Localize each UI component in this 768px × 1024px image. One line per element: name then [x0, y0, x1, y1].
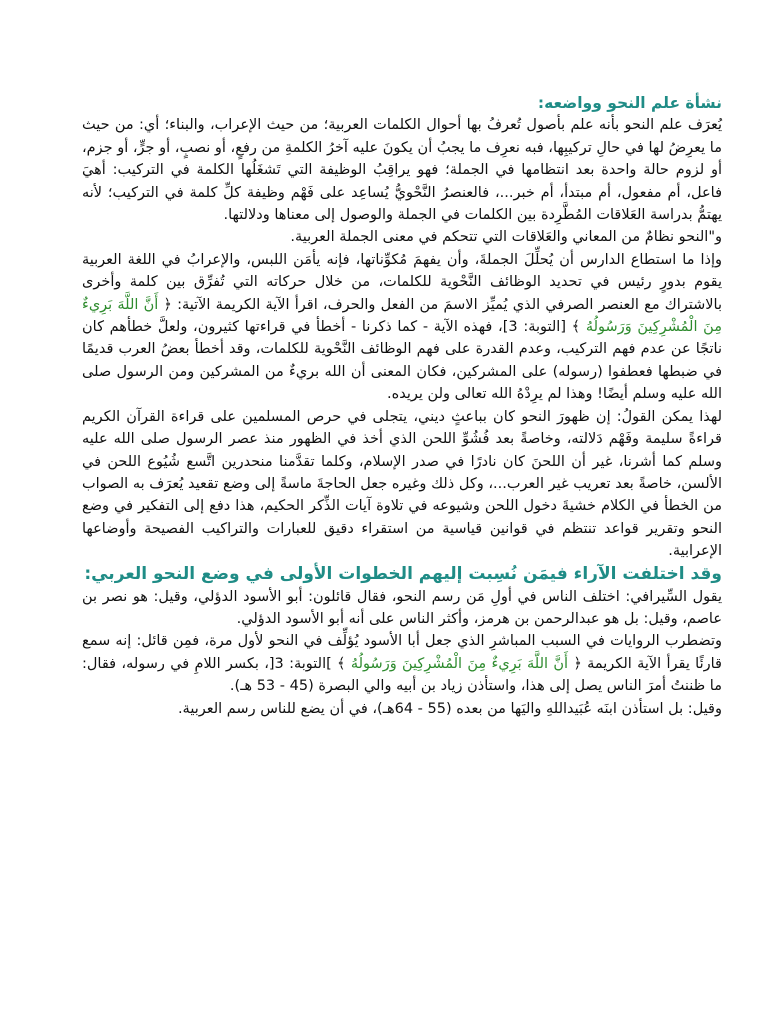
paragraph-motive: لهذا يمكن القولُ: إن ظهورَ النحو كان بباعثٍ ديني، يتجلى في حرص المسلمين على قراءة القرآن الكريم قراءةً سليمة وفَهْم دَلالته، وخاصةً بعد فُشُوِّ اللحن الذي أخذ في الظهور منذ عصر الرسول صلى الله عليه وسلم كما أشرنا، غير أن اللحنَ كان نادرًا في صدر الإسلام، وكلما تقدَّمنا منحدرين اتَّسع شُيُوع اللحن في الألسن، خاصةً بعد تعريب غير العرب...، وكل ذلك وغيره جعل الحاجةَ ماسةً إلى وضع تقعيد يُعرَف به الصواب من الخطأ في الكلام خشيةَ دخول اللحن وشيوعه في تلاوة آيات الذِّكر الحكيم، هذا دفع إلى التفكير في وضع النحو وتقرير قواعد تنتظم في قوانين قياسية من استقراء دقيق للعبارات والتراكيب الفصيحة وأوضاعها الإعرابية.	[82, 408, 722, 560]
paragraph-definition: يُعرَف علم النحو بأنه علم بأصول تُعرفُ بها أحوال الكلمات العربية؛ من حيث الإعراب، والبناء؛ أي: من حيث ما يعرِضُ لها في حالِ تركيبِها، فبه نعرِف ما يجبُ أن يكونَ عليه آخرُ الكلمةِ من رفعٍ، أو نصبٍ، أو جرٍّ، أو جزم، أو لزوم حالة واحدة بعد انتظامها في الجملة؛ فهو يراقِبُ الوظيفة التي تَشغَلُها الكلمة في التركيب: أهيَ فاعل، أم مفعول، أم مبتدأ، أم خبر...، فالعنصرُ النَّحْويُّ يُساعِد على فَهْم وظيفة كلِّ كلمة في التركيب؛ لأنه يهتمُّ بدراسة العَلاقات المُطَّرِدة بين الكلمات في الجملة والوصول إلى معناها ودلالتها.	[82, 117, 722, 224]
quran-verse: أَنَّ اللَّهَ بَرِيءٌ مِنَ الْمُشْرِكِينَ وَرَسُولُهُ	[82, 296, 722, 336]
paragraph-narrations-end: ﴾ ]التوبة: 3[، بكسر اللامِ في رسوله، فقال: ما ظننتُ أمرَ الناس يصل إلى هذا، واستأذن زياد بن أبيه والي البصرة (45 - 53 هـ).	[82, 655, 722, 695]
paragraph-analysis-end: ﴾ [التوبة: 3]، فهذه الآية - كما ذكرنا - أخطأ في قراءتها كثيرون، ولعلَّ خطأهم كان ناتجًا عن عدم فهم التركيب، وعدم القدرة على فهم الوظائف النَّحْوية للكلمات، وقد أخطأ بعضُ العرب قديمًا في ضبطها فعطفوا (رسوله) على المشركين، فكان المعنى أن الله بريءٌ من المشركين ومن الرسول صلى الله عليه وسلم أيضًا! وهذا لم يرِدْهُ الله تعالى ولن يريده.	[82, 319, 722, 403]
quran-verse: أَنَّ اللَّهَ بَرِيءٌ مِنَ الْمُشْرِكِينَ وَرَسُولُهُ	[345, 655, 574, 672]
paragraph-sirafi: يقول السِّيرافي: اختلف الناس في أولِ مَن رسم النحو، فقال قائلون: أبو الأسود الدؤلي، وقيل: هو نصر بن عاصم، وقيل: بل هو عبدالرحمن بن هرمز، وأكثر الناس على أنه أبو الأسود الدؤلي.	[82, 588, 722, 627]
section-subheading: وقد اختلفت الآراء فيمَن نُسِبت إليهم الخطوات الأولى في وضع النحو العربي:	[84, 563, 722, 584]
article	[82, 92, 722, 720]
paragraph-analysis	[82, 249, 722, 406]
paragraph-narrations-start: وتضطرب الروايات في السبب المباشرِ الذي جعل أبا الأسود يُؤلِّف في النحو لأول مرة، فمِن قائل: إنه سمع قارئًا يقرأ الآية الكريمة ﴿	[82, 633, 722, 672]
paragraph-system: و"النحو نظامٌ من المعاني والعَلاقات التي تتحكم في معنى الجملة العربية.	[290, 229, 722, 246]
section-heading: نشأة علم النحو وواضعه:	[537, 94, 722, 112]
paragraph-ubaydallah: وقيل: بل استأذن ابنَه عُبَيداللهِ واليَها من بعده (55 - 64هـ)، في أن يضع للناس رسم العربية.	[177, 700, 722, 717]
paragraph-analysis-start: وإذا ما استطاع الدارس أن يُحلِّلَ الجملةَ، وأن يفهمَ مُكوِّناتها، فإنه يأمَن اللبس، والإعرابُ في اللغة العربية يقوم بدورٍ رئيس في تحديد الوظائف النَّحْوية للكلمات، من خلال حركاته التي تُفرِّق بين كلمة وأخرى بالاشتراك مع العنصر الصرفي الذي يُميِّز الاسمَ من الفعل والحرف، اقرأ الآية الكريمة الآتية: ﴿	[82, 251, 722, 313]
paragraph-narrations	[82, 630, 722, 697]
